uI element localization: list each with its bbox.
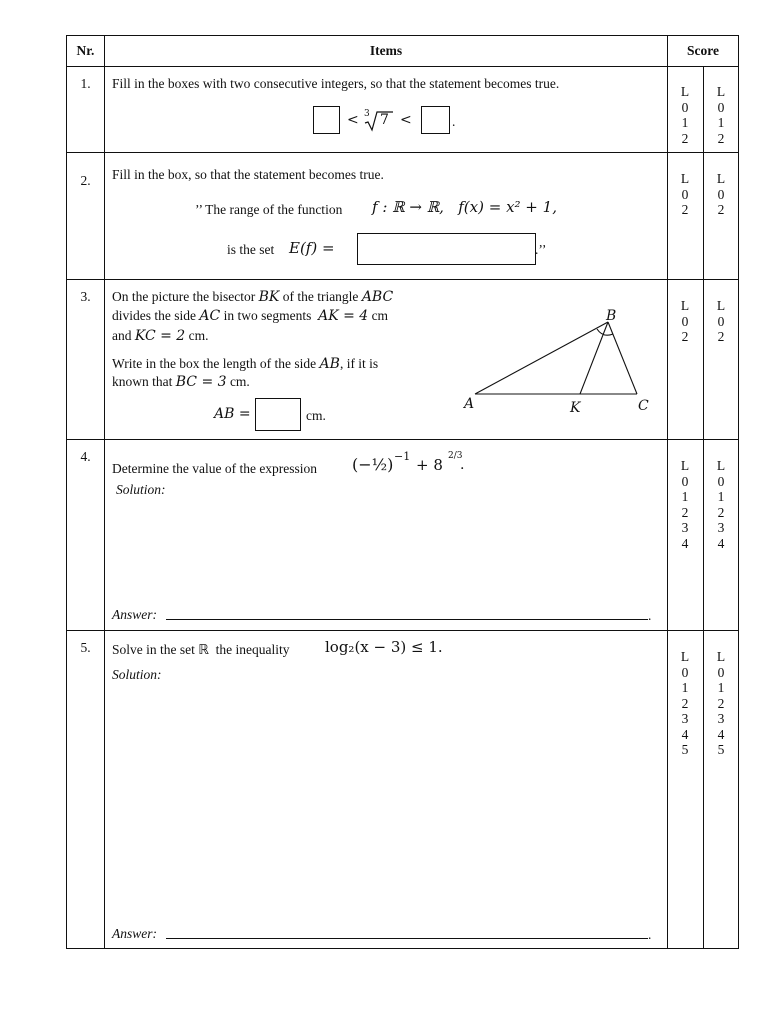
- item-3-nr: 3.: [80, 289, 91, 304]
- expr-plus-8: + 8: [416, 456, 443, 474]
- label-b: B: [606, 308, 617, 324]
- item-5-text: Solve in the set ℝ the inequality: [112, 642, 290, 657]
- level-value: 4: [717, 535, 725, 551]
- header-items: Items: [369, 43, 403, 58]
- item-2-set-expr: E(f) =: [289, 239, 335, 257]
- item-4-answer-dot: .: [648, 608, 652, 623]
- item-2-set-prefix: is the set: [227, 242, 275, 257]
- item-5-answer-line[interactable]: [166, 938, 648, 939]
- item-1-root-index: 3: [364, 109, 370, 119]
- header-nr: Nr.: [76, 43, 95, 58]
- level-label: L: [716, 298, 726, 313]
- level-value: 0: [717, 313, 725, 329]
- item-2-function-expr: f : ℝ → ℝ, f(x) = x² + 1,: [372, 198, 557, 216]
- item-2-nr: 2.: [80, 173, 91, 188]
- math-abc: ABC: [361, 289, 394, 305]
- level-value: 2: [717, 695, 725, 711]
- expr-exponent-1: −1: [394, 450, 411, 463]
- level-value: 2: [717, 504, 725, 520]
- level-value: 4: [681, 726, 689, 742]
- math-bc: BC = 3: [175, 374, 227, 390]
- item-1-answer-box-left[interactable]: [313, 106, 340, 134]
- level-value: 0: [681, 313, 689, 329]
- item-3-line-3: [112, 327, 208, 345]
- item-3-ab-eq: AB =: [214, 406, 251, 422]
- level-value: 3: [681, 711, 689, 726]
- level-value: 1: [681, 680, 689, 695]
- text-fragment: On the picture the bisector: [112, 289, 256, 304]
- item-2-text: Fill in the box, so that the statement becomes true.: [112, 167, 384, 182]
- expr-exponent-2: 2/3: [448, 451, 463, 461]
- level-label: L: [716, 649, 726, 664]
- item-1-text: Fill in the boxes with two consecutive integers, so that the statement becomes true.: [112, 76, 560, 91]
- text-fragment: divides the side: [112, 308, 196, 323]
- level-value: 2: [681, 130, 689, 146]
- label-k: K: [570, 400, 581, 416]
- level-label: L: [716, 458, 726, 473]
- level-value: 5: [717, 742, 725, 757]
- level-label: L: [680, 84, 690, 99]
- level-value: 1: [717, 115, 725, 130]
- item-4-levels-col1: [668, 458, 702, 551]
- item-2-open-quote: ’’ The range of the function: [195, 202, 343, 217]
- level-label: L: [680, 458, 690, 473]
- end-dot: .: [460, 457, 465, 473]
- level-value: 4: [717, 726, 725, 742]
- item-4-levels-col2: [704, 458, 738, 551]
- level-value: 2: [681, 504, 689, 520]
- item-2-close-quote: .’’: [535, 242, 547, 257]
- math-ac: AC: [199, 308, 221, 324]
- level-value: 1: [717, 489, 725, 504]
- item-1-less-than-1: <: [347, 112, 359, 128]
- item-3-line-1: [112, 288, 393, 306]
- level-value: 0: [681, 473, 689, 489]
- item-5-answer-label: Answer:: [112, 926, 157, 941]
- level-value: 1: [717, 680, 725, 695]
- level-value: 2: [681, 695, 689, 711]
- item-3-answer-box[interactable]: [255, 398, 301, 431]
- level-value: 5: [681, 742, 689, 757]
- level-label: L: [680, 298, 690, 313]
- level-value: 0: [681, 664, 689, 680]
- item-1-answer-box-right[interactable]: [421, 106, 450, 134]
- text-fragment: Write in the box the length of the side: [112, 356, 317, 371]
- level-value: 3: [717, 520, 725, 535]
- level-value: 0: [717, 473, 725, 489]
- text-fragment: of the triangle: [282, 289, 359, 304]
- level-value: 1: [681, 115, 689, 130]
- level-value: 2: [717, 130, 725, 146]
- level-value: 0: [717, 664, 725, 680]
- item-4-nr: 4.: [80, 449, 91, 464]
- item-3-line-2: [112, 307, 388, 325]
- level-value: 0: [717, 99, 725, 115]
- item-3-levels-col2: [704, 298, 738, 345]
- level-label: L: [716, 84, 726, 99]
- text-fragment: , if it is: [339, 356, 379, 371]
- item-5-answer-dot: .: [648, 927, 652, 942]
- text-fragment: in two segments: [223, 308, 312, 323]
- header-score: Score: [687, 43, 719, 58]
- level-value: 4: [681, 535, 689, 551]
- item-5-solution-label: Solution:: [112, 667, 162, 682]
- item-4-answer-label: Answer:: [112, 607, 157, 622]
- item-3-cm: cm.: [306, 408, 326, 423]
- item-2-levels-col2: [704, 171, 738, 218]
- item-4-text: Determine the value of the expression: [112, 461, 318, 476]
- text-fragment: known that: [112, 374, 173, 389]
- item-4-answer-line[interactable]: [166, 619, 648, 620]
- triangle-figure: [460, 300, 660, 420]
- item-1-root-arg: 7: [380, 112, 389, 128]
- label-c: C: [638, 398, 649, 414]
- level-label: L: [680, 171, 690, 186]
- item-3-levels-col1: [668, 298, 702, 345]
- math-ak: AK = 4: [318, 308, 369, 324]
- item-1-levels-col2: [704, 84, 738, 146]
- level-value: 3: [681, 520, 689, 535]
- item-3-line-5: [112, 373, 250, 391]
- expr-base: (−½): [352, 455, 394, 474]
- text-fragment: and: [112, 328, 132, 343]
- math-ab: AB: [319, 356, 340, 372]
- level-value: 3: [717, 711, 725, 726]
- item-1-nr: 1.: [80, 76, 91, 91]
- item-5-inequality: log₂(x − 3) ≤ 1.: [325, 638, 443, 656]
- text-fragment: cm.: [188, 328, 209, 343]
- item-1-less-than-2: <: [400, 112, 412, 128]
- level-value: 2: [681, 202, 689, 217]
- level-value: 0: [681, 99, 689, 115]
- item-1-end-dot: .: [452, 114, 456, 129]
- level-label: L: [716, 171, 726, 186]
- level-value: 2: [717, 329, 725, 344]
- item-5-levels-col1: [668, 649, 702, 758]
- level-value: 2: [717, 202, 725, 217]
- item-2-levels-col1: [668, 171, 702, 218]
- level-value: 0: [717, 186, 725, 202]
- item-1-cube-root: [363, 110, 399, 132]
- math-kc: KC = 2: [134, 328, 186, 344]
- math-bk: BK: [258, 289, 280, 305]
- level-value: 0: [681, 186, 689, 202]
- level-value: 2: [681, 329, 689, 344]
- item-1-levels-col1: [668, 84, 702, 146]
- item-4-solution-label: Solution:: [116, 482, 166, 497]
- text-fragment: cm.: [229, 374, 250, 389]
- label-a: A: [464, 396, 475, 412]
- level-value: 1: [681, 489, 689, 504]
- text-fragment: cm: [371, 308, 389, 323]
- item-5-levels-col2: [704, 649, 738, 758]
- item-3-line-4: [112, 355, 378, 373]
- item-4-expression: [352, 450, 472, 484]
- item-2-answer-box[interactable]: [357, 233, 536, 265]
- item-5-nr: 5.: [80, 640, 91, 655]
- level-label: L: [680, 649, 690, 664]
